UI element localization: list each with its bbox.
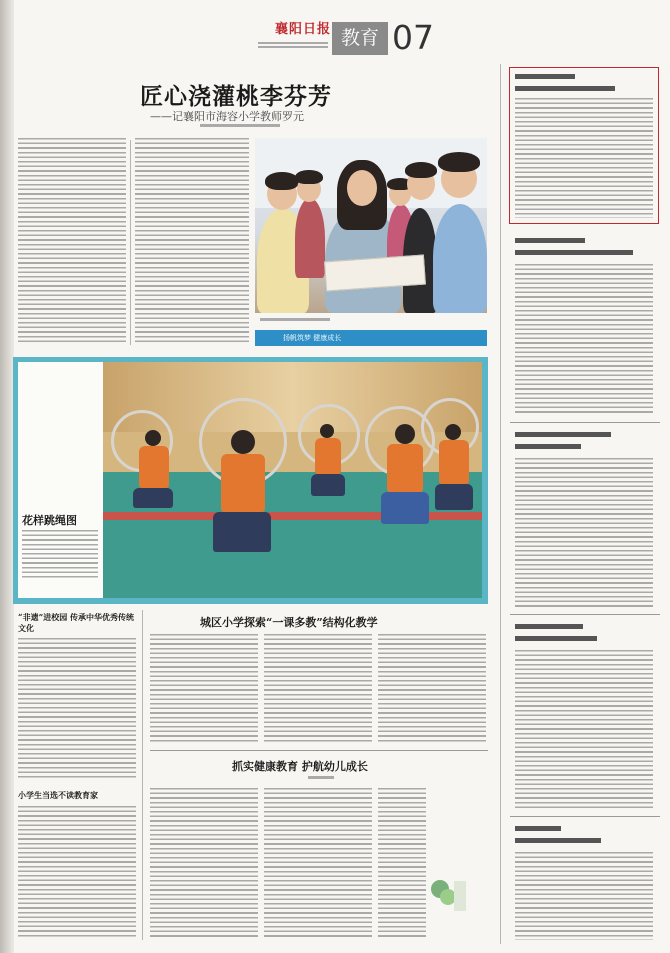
brief-heading-bar <box>515 826 561 831</box>
photo-feature-caption-text <box>22 530 98 580</box>
dancer-head <box>231 430 255 454</box>
masthead <box>0 0 670 60</box>
section-rule <box>510 614 660 615</box>
article-text-column <box>264 634 372 744</box>
brief-heading-bar <box>515 432 611 437</box>
section-rule <box>510 422 660 423</box>
left-article-title: 小学生当选不读教育家 <box>18 790 98 800</box>
teacher-face <box>347 170 377 206</box>
teacher-with-students-photo <box>255 138 487 313</box>
dancer-figure <box>221 454 265 512</box>
brief-text <box>515 264 653 414</box>
brand-name: 襄阳日报 <box>275 22 332 37</box>
brief-heading-bar <box>515 250 633 255</box>
article-text-column <box>264 788 372 938</box>
education-logo-icon <box>428 875 466 915</box>
dancer-legs <box>311 474 345 496</box>
student-figure <box>295 198 325 278</box>
dancer-head <box>395 424 415 444</box>
brief-heading-bar <box>515 444 581 449</box>
dancer-head <box>320 424 334 438</box>
dancer-figure <box>387 444 423 492</box>
lead-byline-lines <box>200 124 280 127</box>
brief-heading-bar <box>515 74 575 79</box>
lead-subheadline: ——记襄阳市海容小学教师罗元 <box>150 110 304 123</box>
lower-byline <box>308 776 334 779</box>
lower-article-title: 抓实健康教育 护航幼儿成长 <box>232 760 368 773</box>
brief-text <box>515 458 653 608</box>
dancer-legs <box>381 492 429 524</box>
feature-banner <box>255 330 487 346</box>
article-text-column <box>18 138 126 343</box>
page-spine-shadow <box>0 0 14 953</box>
dancer-legs <box>213 512 271 552</box>
article-text-column <box>150 788 258 938</box>
left-article-title: “非遗”进校园 传承中华优秀传统文化 <box>18 612 134 633</box>
dancer-head <box>445 424 461 440</box>
section-rule <box>510 816 660 817</box>
column-divider <box>130 140 131 345</box>
section-rule <box>150 750 488 751</box>
mid-article-title: 城区小学探索“一课多教”结构化教学 <box>200 616 378 629</box>
brief-heading-bar <box>515 636 597 641</box>
article-text-column <box>378 634 486 744</box>
hula-hoop-dance-photo <box>103 362 482 598</box>
feature-banner-text: 扬帆筑梦 健康成长 <box>283 334 342 342</box>
brief-heading-bar <box>515 838 601 843</box>
brief-text <box>515 650 653 810</box>
brief-heading-bar <box>515 238 585 243</box>
article-text-column <box>18 806 136 938</box>
article-text-column <box>378 788 426 938</box>
dancer-legs <box>133 488 173 508</box>
student-figure <box>433 204 487 313</box>
dancer-head <box>145 430 161 446</box>
article-text-column <box>150 634 258 744</box>
article-text-column <box>18 638 136 778</box>
masthead-info-lines <box>258 40 328 50</box>
brief-heading-bar <box>515 86 615 91</box>
photo-feature-title: 花样跳绳图 <box>22 514 77 527</box>
page-number: 07 <box>392 18 434 57</box>
lead-headline: 匠心浇灌桃李芬芳 <box>140 83 332 110</box>
article-text-column <box>135 138 249 343</box>
column-divider <box>142 610 143 940</box>
student-hair <box>438 152 480 172</box>
brief-text <box>515 98 653 218</box>
brief-text <box>515 852 653 940</box>
student-hair <box>405 162 437 178</box>
dancer-figure <box>315 438 341 474</box>
brief-heading-bar <box>515 624 583 629</box>
student-hair <box>265 172 299 190</box>
section-label: 教育 <box>332 22 388 55</box>
dancer-legs <box>435 484 473 510</box>
dancer-figure <box>439 440 469 484</box>
column-divider <box>500 64 501 944</box>
photo-caption-lines <box>260 318 330 321</box>
student-hair <box>295 170 323 184</box>
dancer-figure <box>139 446 169 488</box>
